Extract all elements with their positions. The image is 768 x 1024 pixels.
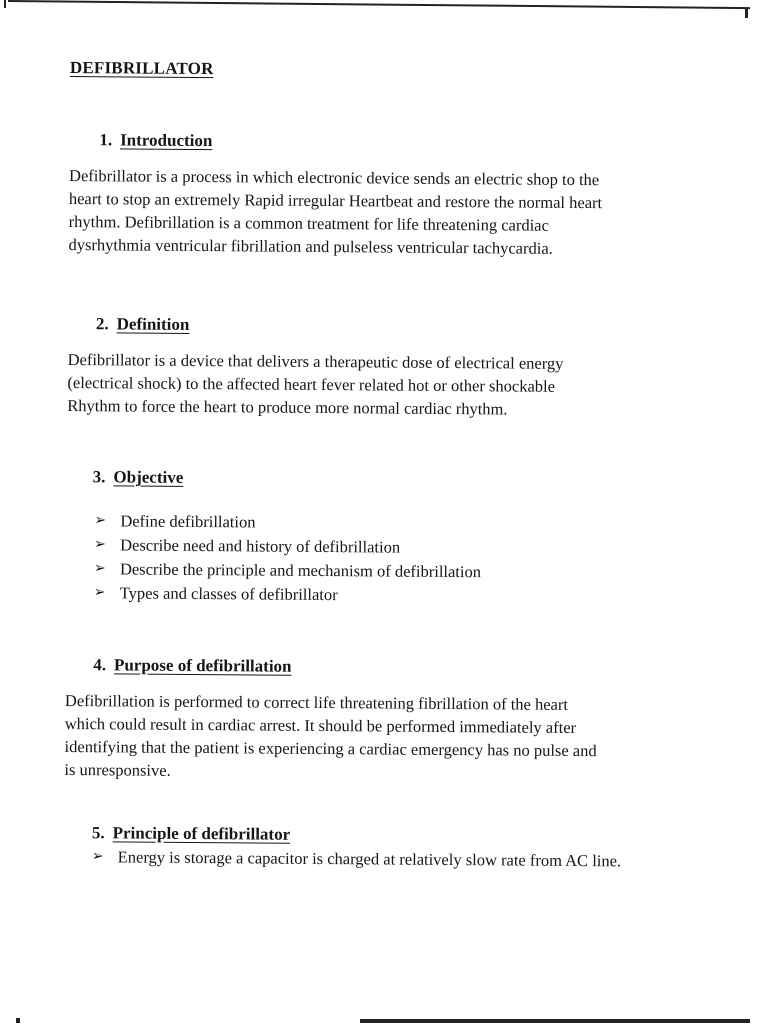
paragraph-line: Defibrillation is performed to correct life threatening fibrillation of the heart (64, 690, 569, 714)
scan-bottom-edge-line (360, 1019, 750, 1023)
section-title: Definition (116, 314, 190, 334)
section-heading (93, 467, 707, 492)
section-principle (64, 823, 704, 874)
scan-edge-mark (16, 1018, 20, 1023)
section-number: 3. (92, 467, 106, 487)
section-paragraph (68, 164, 709, 261)
section-heading (99, 130, 709, 155)
document-title: DEFIBRILLATOR (69, 58, 214, 79)
section-heading (96, 314, 708, 339)
paragraph-line: Defibrillator is a process in which electronic device sends an electric shop to the (69, 165, 600, 190)
paragraph-line: is unresponsive. (64, 759, 171, 780)
section-number: 2. (95, 314, 109, 334)
section-number: 5. (91, 823, 105, 843)
document-content (64, 58, 710, 874)
section-objective (66, 467, 707, 610)
section-heading (93, 655, 705, 680)
section-number: 1. (99, 130, 113, 150)
list-item (92, 845, 672, 874)
arrow-bullet-icon: ➢ (93, 585, 106, 601)
list-item-text: Types and classes of defibrillator (119, 583, 338, 605)
paragraph-line: Defibrillator is a device that delivers a therapeutic dose of electrical energy (67, 349, 564, 373)
section-title: Objective (113, 467, 184, 487)
section-title: Principle of defibrillator (112, 823, 291, 844)
section-heading (92, 823, 704, 848)
section-paragraph (67, 348, 708, 422)
section-paragraph (64, 689, 705, 786)
scan-top-edge-line (8, 0, 750, 9)
section-number: 4. (93, 655, 107, 675)
arrow-bullet-icon: ➢ (94, 537, 106, 553)
objective-list (94, 509, 707, 610)
paragraph-line: Rhythm to force the heart to produce more normal cardiac rhythm. (67, 395, 508, 419)
list-item-text: Define defibrillation (120, 511, 256, 532)
paragraph-line: dysrhythmia ventricular fibrillation and pulseless ventricular tachycardia. (68, 234, 553, 258)
list-item-text: Energy is storage a capacitor is charged at relatively slow rate from AC line. (117, 847, 622, 871)
paragraph-line: rhythm. Defibrillation is a common treatment for life threatening cardiac (68, 211, 549, 235)
scan-edge-mark (4, 0, 6, 8)
paragraph-line: identifying that the patient is experiencing a cardiac emergency has no pulse and (64, 736, 597, 761)
arrow-bullet-icon: ➢ (91, 849, 104, 865)
section-purpose (64, 655, 705, 786)
paragraph-line: which could result in cardiac arrest. It should be performed immediately after (64, 713, 577, 737)
section-title: Introduction (120, 130, 213, 151)
list-item-text: Describe the principle and mechanism of defibrillation (119, 559, 482, 582)
list-item-text: Describe need and history of defibrillation (120, 535, 401, 557)
principle-list (92, 845, 672, 874)
section-title: Purpose of defibrillation (113, 655, 292, 676)
section-definition (67, 314, 708, 422)
arrow-bullet-icon: ➢ (93, 561, 106, 577)
section-introduction (68, 130, 709, 261)
scan-edge-mark (745, 8, 748, 18)
paragraph-line: heart to stop an extremely Rapid irregular Heartbeat and restore the normal heart (68, 188, 603, 213)
list-item (94, 581, 706, 610)
arrow-bullet-icon: ➢ (94, 513, 107, 529)
paragraph-line: (electrical shock) to the affected heart fever related hot or other shockable (67, 372, 556, 396)
